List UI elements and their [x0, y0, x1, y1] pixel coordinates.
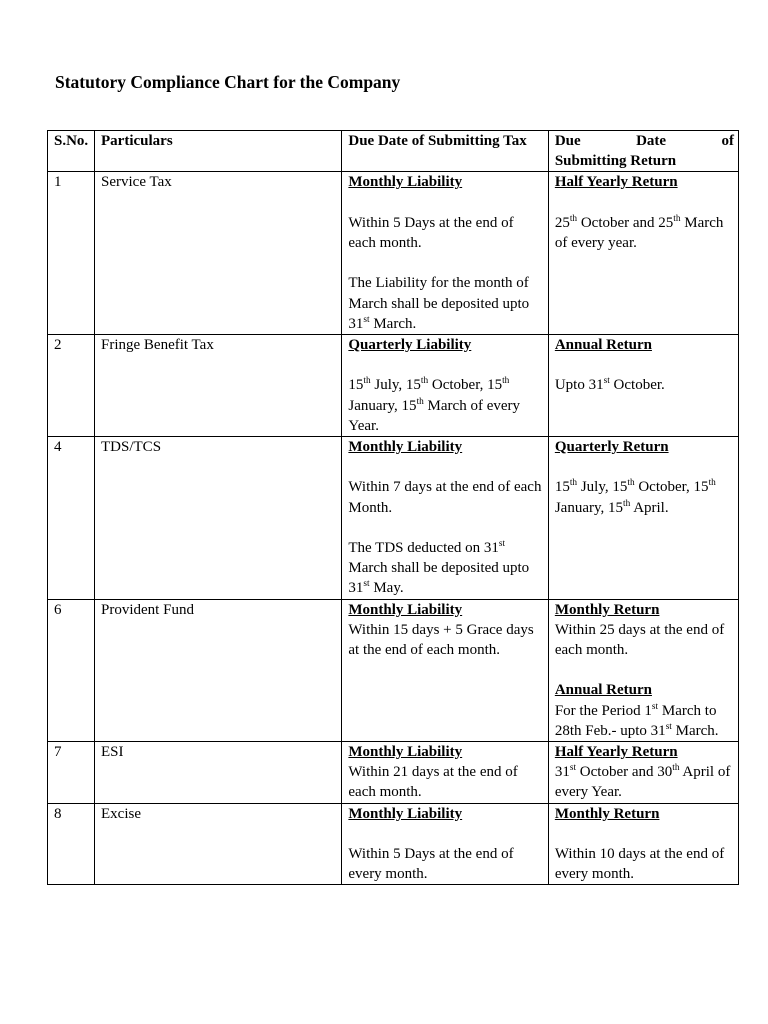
return-text: For the Period 1st March to 28th Feb.- upto 31st March. [554, 701, 719, 739]
return-text: 25th October and 25th March of every year. [554, 213, 724, 251]
tax-text: Within 5 Days at the end of each month. [348, 214, 514, 251]
tax-heading: Monthly Liability [348, 174, 463, 191]
cell-tax [342, 335, 548, 437]
header-return-word: of [721, 133, 734, 149]
header-return-word: Due [554, 133, 581, 149]
cell-particular: Excise [95, 803, 342, 885]
tax-text: Within 5 Days at the end of every month. [348, 846, 514, 883]
cell-tax [342, 437, 548, 600]
tax-heading: Monthly Liability [348, 805, 463, 822]
cell-tax [342, 742, 548, 804]
return-heading: Annual Return [554, 337, 652, 353]
table-row [48, 172, 739, 335]
cell-sno: 6 [48, 599, 95, 741]
cell-return [548, 172, 738, 335]
document-title: Statutory Compliance Chart for the Company [55, 72, 401, 92]
tax-heading: Monthly Liability [348, 439, 463, 455]
return-text: Within 25 days at the end of each month. [554, 621, 725, 658]
return-heading: Half Yearly Return [554, 744, 678, 760]
cell-return [548, 437, 738, 600]
table-row [48, 742, 739, 804]
cell-return [548, 803, 738, 885]
header-sno: S.No. [48, 131, 95, 172]
return-heading: Half Yearly Return [554, 174, 678, 191]
table-row [48, 803, 739, 885]
cell-return [548, 599, 738, 741]
cell-particular: ESI [95, 742, 342, 804]
cell-sno: 2 [48, 335, 95, 437]
header-due-date-tax: Due Date of Submitting Tax [342, 131, 548, 172]
tax-heading: Monthly Liability [348, 601, 463, 618]
cell-particular: Provident Fund [95, 599, 342, 741]
table-row [48, 437, 739, 600]
return-heading: Annual Return [554, 682, 652, 699]
cell-particular: Fringe Benefit Tax [95, 335, 342, 437]
header-due-date-return [548, 131, 738, 172]
cell-sno: 1 [48, 172, 95, 335]
table-row [48, 335, 739, 437]
cell-tax [342, 803, 548, 885]
return-heading: Monthly Return [554, 805, 660, 822]
table-row [48, 599, 739, 741]
tax-text: The Liability for the month of March shall be deposited upto 31st March. [348, 275, 530, 332]
cell-return [548, 742, 738, 804]
return-text: 31st October and 30th April of every Year. [554, 763, 731, 801]
tax-text: Within 21 days at the end of each month. [348, 764, 518, 801]
table-header-row [48, 131, 739, 172]
cell-sno: 8 [48, 803, 95, 885]
return-heading: Quarterly Return [554, 439, 669, 455]
tax-text: The TDS deducted on 31st March shall be deposited upto 31st May. [348, 538, 530, 597]
header-particulars: Particulars [95, 131, 342, 172]
compliance-table [47, 130, 739, 885]
tax-text: Within 7 days at the end of each Month. [348, 479, 542, 516]
cell-particular: TDS/TCS [95, 437, 342, 600]
tax-text: Within 15 days + 5 Grace days at the end of each month. [348, 621, 534, 658]
return-text: 15th July, 15th October, 15th January, 15th April. [554, 478, 716, 516]
return-text: Within 10 days at the end of every month. [554, 846, 725, 883]
return-text: Upto 31st October. [554, 376, 665, 394]
tax-heading: Quarterly Liability [348, 337, 472, 353]
tax-heading: Monthly Liability [348, 744, 463, 760]
cell-tax [342, 599, 548, 741]
cell-return [548, 335, 738, 437]
cell-tax [342, 172, 548, 335]
cell-particular: Service Tax [95, 172, 342, 335]
header-return-word: Date [636, 133, 667, 149]
tax-text: 15th July, 15th October, 15th January, 15th March of every Year. [348, 376, 521, 434]
cell-sno: 7 [48, 742, 95, 804]
return-heading: Monthly Return [554, 601, 660, 618]
cell-sno: 4 [48, 437, 95, 600]
header-return-line2: Submitting Return [554, 153, 677, 170]
